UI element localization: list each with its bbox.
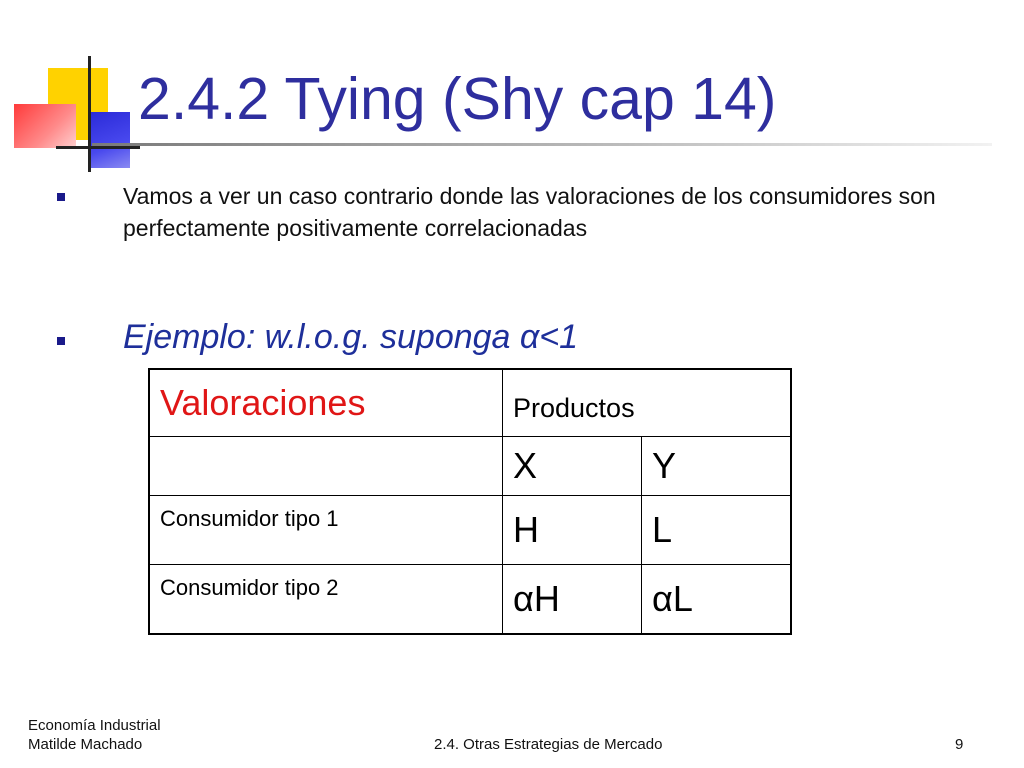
- header-productos: Productos: [503, 369, 792, 437]
- table-row: [149, 565, 791, 635]
- footer-author: [28, 716, 161, 754]
- logo-red-square: [14, 104, 76, 148]
- footer-name: Matilde Machado: [28, 736, 143, 753]
- header-valoraciones: Valoraciones: [149, 369, 503, 437]
- logo-decoration: [0, 0, 140, 180]
- cell-value: L: [642, 496, 792, 565]
- title-underline: [92, 143, 992, 146]
- bullet-marker: [57, 337, 65, 345]
- slide-title: 2.4.2 Tying (Shy cap 14): [138, 66, 777, 132]
- footer-section: 2.4. Otras Estrategias de Mercado: [434, 736, 663, 753]
- product-x: X: [503, 437, 642, 496]
- cell-value: H: [503, 496, 642, 565]
- footer-course: Economía Industrial: [28, 717, 161, 734]
- bullet-marker: [57, 193, 65, 201]
- page-number: 9: [955, 736, 964, 753]
- row-label: Consumidor tipo 1: [149, 496, 503, 565]
- logo-vertical-line: [88, 56, 91, 172]
- product-y: Y: [642, 437, 792, 496]
- table-header-row: [149, 369, 791, 437]
- cell-value: αH: [503, 565, 642, 635]
- table-row: [149, 437, 791, 496]
- row-label: Consumidor tipo 2: [149, 565, 503, 635]
- logo-horizontal-line: [56, 146, 140, 149]
- table-row: [149, 496, 791, 565]
- valuation-table: [148, 368, 792, 635]
- bullet-text-2: Ejemplo: w.l.o.g. suponga α<1: [123, 318, 579, 356]
- bullet-text-1: Vamos a ver un caso contrario donde las valoraciones de los consumidores son perfectamente positivamente correlacionadas: [123, 183, 936, 241]
- cell-value: αL: [642, 565, 792, 635]
- empty-cell: [149, 437, 503, 496]
- logo-blue-square: [88, 112, 130, 168]
